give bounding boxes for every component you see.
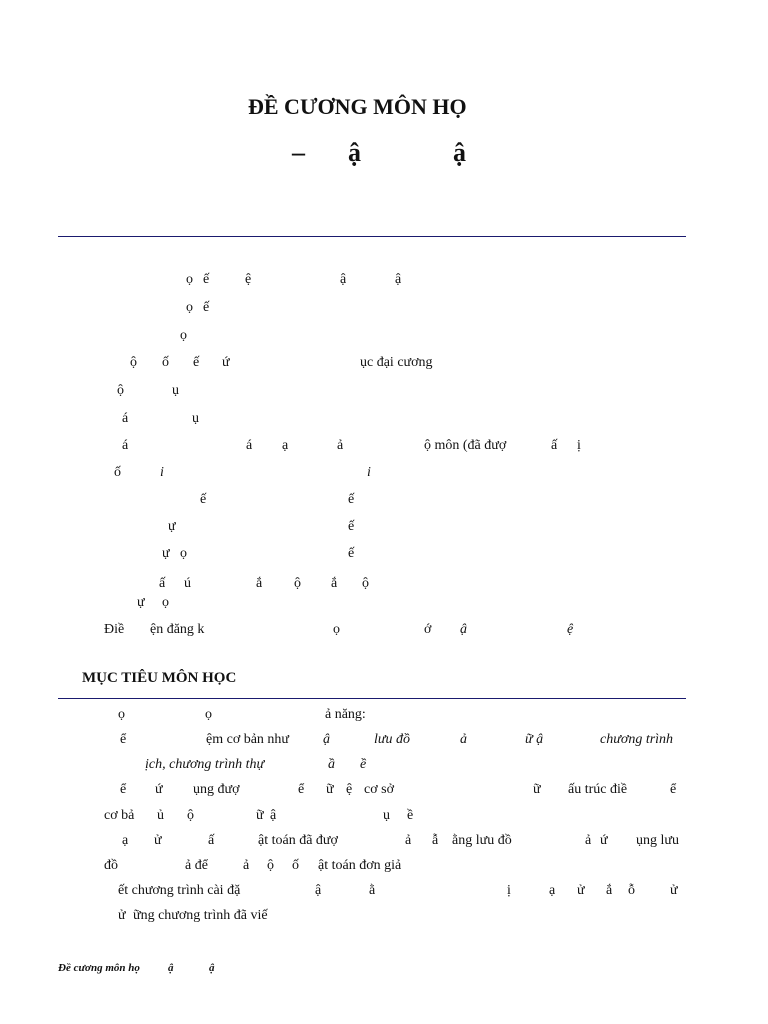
info-r10-f0: ự (168, 519, 176, 534)
obj-o9-f1: ững chương trình đã viế (133, 908, 268, 923)
obj-o6-f3: ật toán đã đượ (258, 833, 338, 848)
info-r7-f3: ả (337, 438, 344, 453)
obj-o6-f5: ẫ (432, 833, 439, 848)
obj-o4-f2: ụng đượ (193, 782, 240, 797)
obj-o5-f5: ụ (383, 808, 390, 823)
info-r12-f4: ắ (331, 576, 338, 591)
obj-o1-f0: ọ (118, 707, 125, 722)
obj-o6-f8: ứ (600, 833, 608, 848)
obj-o5-f1: ủ (157, 808, 164, 823)
obj-o6-f1: ử (154, 833, 162, 848)
obj-o5-f2: ộ (187, 808, 194, 823)
obj-o4-f3: ể (298, 782, 305, 797)
info-r5-f0: ộ (117, 383, 124, 398)
obj-o4-f8: ấu trúc điề (568, 782, 628, 797)
obj-o2-f2: ậ (323, 732, 330, 747)
info-r6-f0: á (122, 411, 129, 426)
info-r7-f4: ộ môn (đã đượ (424, 438, 507, 453)
info-r14-f0: Điề (104, 622, 125, 637)
info-r4-f2: ế (193, 355, 200, 370)
info-r13-f0: ự (137, 595, 145, 610)
info-r10-f1: ế (348, 519, 355, 534)
obj-o5-f0: cơ bả (104, 808, 135, 823)
info-r8-f1: i (160, 465, 164, 480)
subtitle-fragment-1: ậ (348, 138, 361, 167)
info-r4-f1: ố (162, 355, 169, 370)
obj-o4-f1: ứ (155, 782, 163, 797)
obj-o4-f4: ữ (326, 782, 334, 797)
info-r14-f2: ọ (333, 622, 340, 637)
obj-o8-f4: ạ (549, 883, 556, 898)
info-r14-f5: ệ (567, 622, 574, 637)
obj-o8-f5: ử (577, 883, 585, 898)
info-r14-f3: ớ (424, 622, 432, 637)
info-r8-f0: ố (114, 465, 121, 480)
info-r1-f1: ế (203, 272, 210, 287)
info-r12-f0: ấ (159, 576, 166, 591)
info-r3-f0: ọ (180, 328, 187, 343)
obj-o6-f7: ả (585, 833, 592, 848)
obj-o5-f3: ữ (256, 808, 264, 823)
obj-o6-f6: ằng lưu đồ (452, 833, 512, 848)
footer-fragment-1: ậ (168, 962, 174, 974)
info-r6-f1: ụ (192, 411, 199, 426)
obj-o2-f3: lưu đồ (374, 732, 411, 747)
info-r7-f2: ạ (282, 438, 289, 453)
obj-o4-f7: ữ (533, 782, 541, 797)
obj-o2-f1: ệm cơ bản như (206, 732, 290, 747)
obj-o7-f1: ả để (185, 858, 208, 873)
obj-o4-f5: ệ (346, 782, 353, 797)
info-r7-f6: ị (577, 438, 581, 453)
obj-o6-f2: ấ (208, 833, 215, 848)
obj-o5-f4: ậ (270, 808, 277, 823)
objectives-rule (58, 698, 686, 699)
obj-o9-f0: ử (118, 908, 126, 923)
footer-text: Đề cương môn họ (58, 962, 140, 974)
obj-o7-f4: ố (292, 858, 299, 873)
obj-o3-f1: ầ (328, 757, 335, 772)
obj-o6-f4: ả (405, 833, 412, 848)
document-title: ĐỀ CƯƠNG MÔN HỌ (248, 94, 467, 119)
info-r12-f5: ộ (362, 576, 369, 591)
info-r11-f0: ự (162, 546, 170, 561)
obj-o2-f0: ể (120, 732, 127, 747)
footer-fragment-2: ậ (209, 962, 215, 974)
info-r12-f1: ú (184, 576, 191, 591)
obj-o3-f0: ịch, chương trình thự (145, 757, 265, 772)
obj-o2-f6: chương trình (600, 732, 674, 747)
obj-o2-f4: ả (460, 732, 467, 747)
info-r4-f0: ộ (130, 355, 137, 370)
info-r14-f4: ậ (460, 622, 467, 637)
info-r12-f3: ộ (294, 576, 301, 591)
info-r4-f4: ục đại cương (360, 355, 433, 370)
obj-o6-f0: ạ (122, 833, 129, 848)
obj-o8-f8: ử (670, 883, 678, 898)
obj-o1-f2: ả năng: (325, 707, 366, 722)
info-r7-f5: ấ (551, 438, 558, 453)
obj-o7-f0: đồ (104, 858, 118, 873)
obj-o7-f3: ộ (267, 858, 274, 873)
obj-o8-f0: ết chương trình cài đặ (118, 883, 241, 898)
obj-o8-f2: ằ (369, 883, 376, 898)
subtitle-dash: – (292, 138, 305, 167)
obj-o6-f9: ụng lưu (636, 833, 679, 848)
info-r2-f1: ế (203, 300, 210, 315)
obj-o8-f7: ỗ (628, 883, 635, 898)
info-r1-f3: ậ (340, 272, 347, 287)
info-r11-f2: ế (348, 546, 355, 561)
obj-o4-f6: cơ sở (364, 782, 394, 797)
info-r8-f2: i (367, 465, 371, 480)
header-rule (58, 236, 686, 237)
info-r13-f1: ọ (162, 595, 169, 610)
info-r11-f1: ọ (180, 546, 187, 561)
obj-o8-f6: ắ (606, 883, 613, 898)
info-r4-f3: ứ (222, 355, 230, 370)
obj-o7-f2: ả (243, 858, 250, 873)
info-r1-f2: ệ (245, 272, 252, 287)
obj-o8-f1: ậ (315, 883, 322, 898)
obj-o4-f0: ể (120, 782, 127, 797)
obj-o4-f9: ể (670, 782, 677, 797)
info-r14-f1: ện đăng k (150, 622, 205, 637)
obj-o5-f6: ề (407, 808, 414, 823)
obj-o1-f1: ọ (205, 707, 212, 722)
info-r1-f4: ậ (395, 272, 402, 287)
obj-o8-f3: ị (507, 883, 511, 898)
info-r9-f1: ế (348, 492, 355, 507)
subtitle-fragment-2: ậ (453, 138, 466, 167)
info-r1-f0: ọ (186, 272, 193, 287)
info-r7-f1: á (246, 438, 253, 453)
info-r2-f0: ọ (186, 300, 193, 315)
info-r12-f2: ắ (256, 576, 263, 591)
section-heading-objectives: MỤC TIÊU MÔN HỌC (82, 670, 237, 686)
obj-o7-f5: ật toán đơn giả (318, 858, 402, 873)
obj-o3-f2: ề (360, 757, 367, 772)
info-r7-f0: á (122, 438, 129, 453)
info-r5-f1: ụ (172, 383, 179, 398)
info-r9-f0: ế (200, 492, 207, 507)
obj-o2-f5: ữ ậ (525, 732, 544, 747)
